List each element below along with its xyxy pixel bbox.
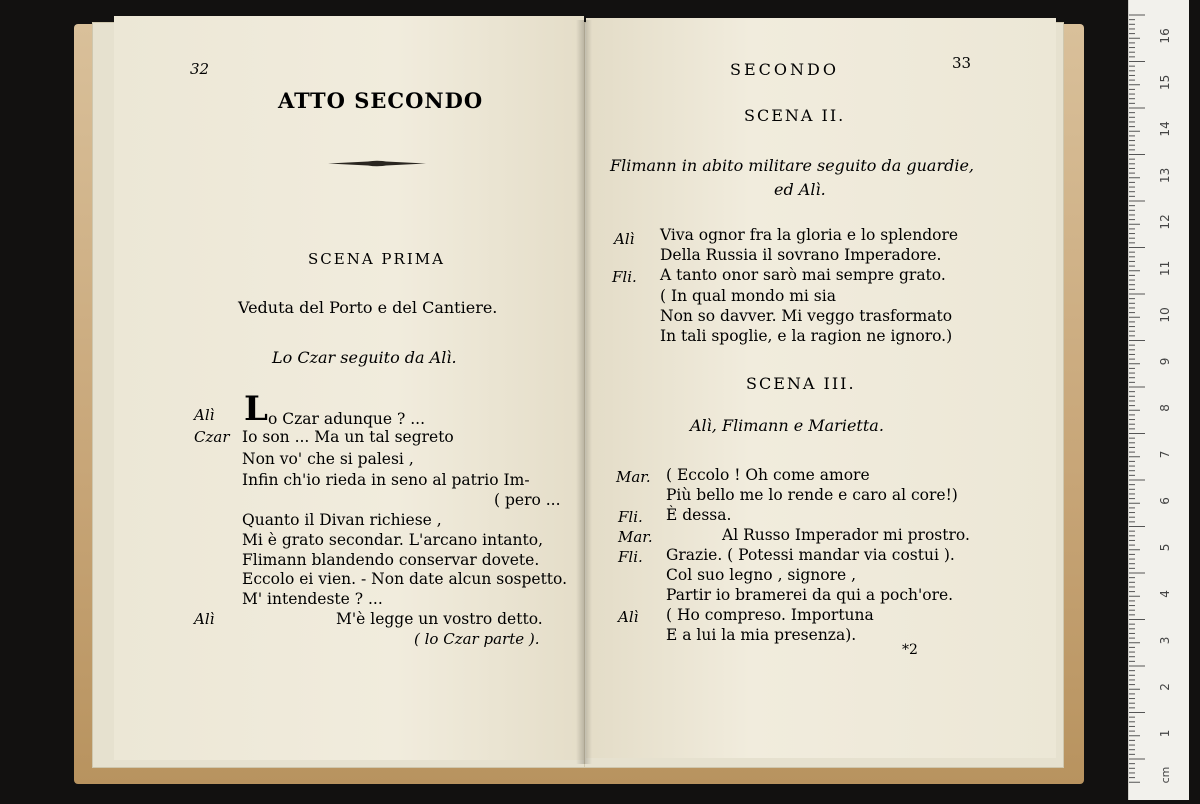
running-head: SECONDO: [730, 60, 839, 79]
verse-line: Col suo legno , signore ,: [666, 566, 857, 584]
verse-line: o Czar adunque ? ...: [268, 410, 426, 428]
scene-prima-title: SCENA PRIMA: [308, 250, 445, 268]
ruler-number: 9: [1158, 357, 1172, 366]
verse-line: M' intendeste ? ...: [242, 590, 383, 608]
speaker-label: Mar.: [618, 528, 653, 546]
scene-iii-title: SCENA III.: [746, 374, 856, 393]
ruler-scale: [1129, 0, 1189, 800]
verse-line: Non vo' che si palesi ,: [242, 450, 414, 468]
ruler-number: 6: [1158, 497, 1172, 505]
verse-line: E a lui la mia presenza).: [666, 626, 857, 644]
ruler-number: 3: [1158, 636, 1172, 645]
speaker-label: Mar.: [616, 468, 651, 486]
verse-line: Non so davver. Mi veggo trasformato: [660, 307, 953, 325]
verse-line: Viva ognor fra la gloria e lo splendore: [660, 226, 959, 244]
verse-line: Più bello me lo rende e caro al core!): [666, 486, 958, 504]
verse-line: Quanto il Divan richiese ,: [242, 511, 442, 529]
verse-line: Flimann blandendo conservar dovete.: [242, 551, 540, 569]
verse-line: È dessa.: [666, 506, 732, 524]
ruler-number: 12: [1158, 214, 1172, 230]
ruler-unit: cm: [1159, 766, 1172, 784]
scene-ii-direction: Flimann in abito militare seguito da guardie,: [610, 156, 974, 175]
ruler-number: 8: [1158, 404, 1172, 412]
stage-direction: Lo Czar seguito da Alì.: [272, 348, 457, 367]
speaker-label: Alì: [618, 608, 639, 626]
right-page-number: 33: [952, 54, 972, 72]
verse-line: Mi è grato secondar. L'arcano intanto,: [242, 531, 544, 549]
speaker-label: Alì: [614, 230, 635, 248]
verse-line: ( Eccolo ! Oh come amore: [666, 466, 870, 484]
signature-mark: *2: [902, 642, 918, 658]
verse-line: Partir io bramerei da qui a poch'ore.: [666, 586, 954, 604]
setting-text: Veduta del Porto e del Cantiere.: [238, 298, 498, 317]
drop-cap: L: [244, 389, 268, 429]
verse-line: A tanto onor sarò mai sempre grato.: [660, 266, 946, 284]
speaker-label: Czar: [194, 428, 230, 446]
speaker-label: Fli.: [612, 268, 637, 286]
speaker-label: Fli.: [618, 508, 643, 526]
ornament-rule: [328, 160, 426, 167]
ruler-number: 2: [1158, 683, 1172, 691]
book-gutter: [576, 20, 592, 764]
verse-line: In tali spoglie, e la ragion ne ignoro.): [660, 327, 953, 345]
ruler-number: 1: [1158, 729, 1172, 738]
ruler-number: 14: [1158, 121, 1172, 137]
verse-line: Grazie. ( Potessi mandar via costui ).: [666, 546, 955, 564]
act-title: ATTO SECONDO: [278, 88, 484, 113]
scene-ii-title: SCENA II.: [744, 106, 846, 125]
verse-line: Al Russo Imperador mi prostro.: [722, 526, 970, 544]
ruler-number: 15: [1158, 74, 1172, 91]
left-page: [114, 16, 584, 760]
ruler-number: 13: [1158, 167, 1172, 184]
exit-direction: ( lo Czar parte ).: [414, 630, 540, 648]
verse-line: ( pero ...: [494, 491, 561, 509]
verse-line: Eccolo ei vien. - Non date alcun sospetto.: [242, 570, 568, 588]
verse-line: Io son ... Ma un tal segreto: [242, 428, 454, 446]
verse-line: ( Ho compreso. Importuna: [666, 606, 874, 624]
ruler-number: 5: [1158, 543, 1172, 552]
measuring-ruler: [1128, 0, 1189, 800]
scene-ii-direction-cont: ed Alì.: [774, 180, 826, 199]
scene-iii-direction: Alì, Flimann e Marietta.: [690, 416, 884, 435]
verse-line: Della Russia il sovrano Imperadore.: [660, 246, 942, 264]
ruler-number: 16: [1158, 28, 1172, 44]
speaker-label: Fli.: [618, 548, 643, 566]
ruler-number: 10: [1158, 307, 1172, 323]
verse-line: Infin ch'io rieda in seno al patrio Im-: [242, 471, 530, 489]
speaker-label: Alì: [194, 406, 215, 424]
verse-line: M'è legge un vostro detto.: [336, 610, 543, 628]
left-page-number: 32: [190, 60, 210, 78]
speaker-label: Alì: [194, 610, 215, 628]
verse-line: ( In qual mondo mi sia: [660, 287, 836, 305]
ruler-number: 4: [1158, 590, 1172, 598]
ruler-number: 7: [1158, 450, 1172, 459]
ruler-number: 11: [1158, 260, 1172, 277]
